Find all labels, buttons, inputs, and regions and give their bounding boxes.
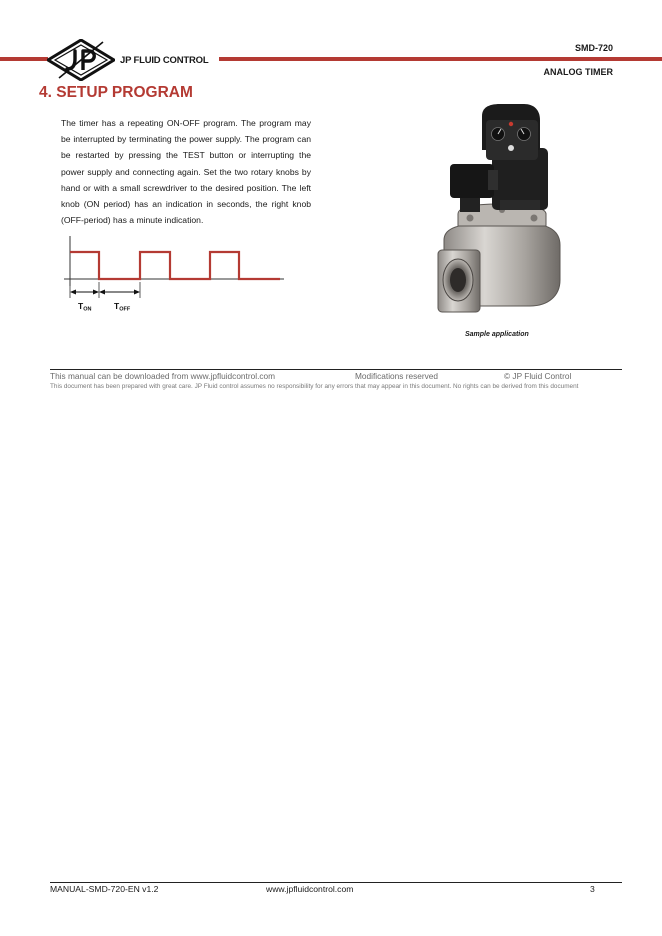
disclaimer-text: This document has been prepared with great care. JP Fluid control assumes no responsibility for any errors that may appear in this document. No rights can be derived from this document [50,383,579,390]
page-number: 3 [590,884,595,894]
t-off-label: TOFF [114,301,131,313]
product-photo [430,100,570,322]
jp-logo [47,39,115,81]
brand-name: JP FLUID CONTROL [120,55,209,66]
header-rule-right [219,57,662,61]
on-off-pulse-diagram [60,234,290,318]
modifications-note: Modifications reserved [355,371,439,381]
header-rule-left [0,57,48,61]
model-number: SMD-720 [574,43,613,53]
section-title: 4. SETUP PROGRAM [39,84,193,101]
t-on-label: TON [78,301,92,313]
download-note: This manual can be downloaded from www.jpfluidcontrol.com [50,371,276,381]
footer-website: www.jpfluidcontrol.com [266,884,354,894]
section-body: The timer has a repeating ON-OFF program. The program may be interrupted by terminating the power supply. The program can be restarted by pressing the TEST button or interrupting the power supply and connecting again. Set the two rotary knobs by hand or with a small screwdriver to the desired position. The left knob (ON period) has an indication in seconds, the right knob (OFF-period) has a minute indication. [61,118,311,226]
footer-divider [50,882,622,883]
document-type: ANALOG TIMER [543,67,613,77]
footer-manual-id: MANUAL-SMD-720-EN v1.2 [50,884,159,894]
diagram-pulse-line [70,252,280,279]
photo-caption: Sample application [465,331,529,338]
copyright-note: © JP Fluid Control [504,371,572,381]
content-divider [50,369,622,370]
